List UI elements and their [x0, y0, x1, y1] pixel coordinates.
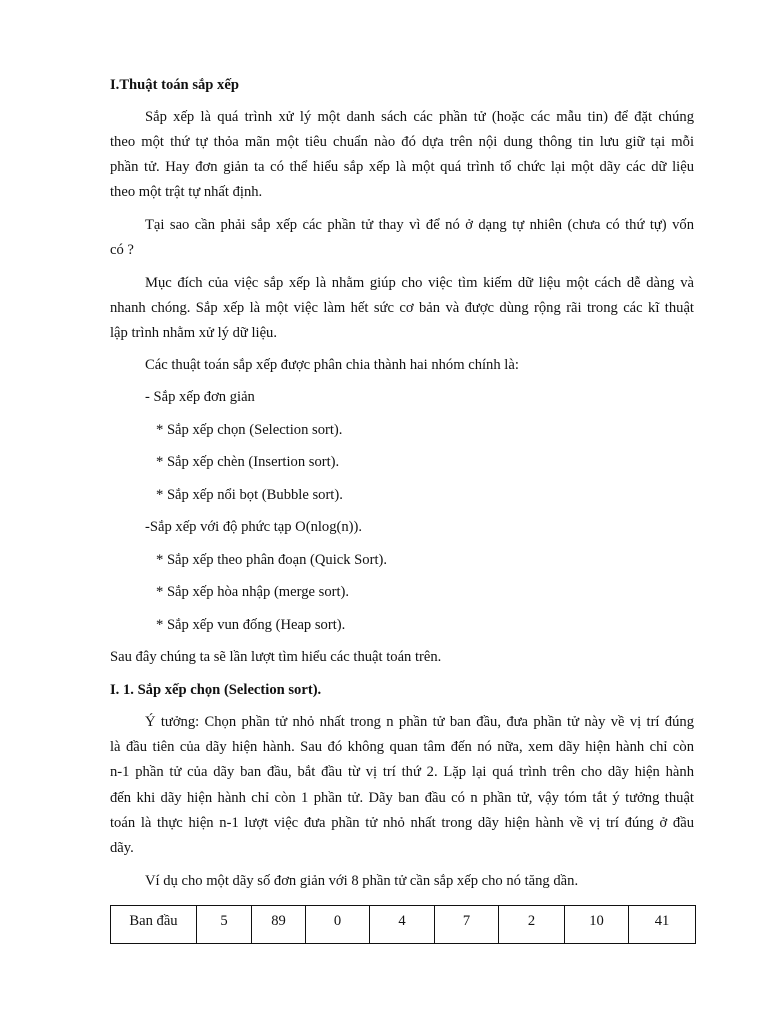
- section-heading: I.Thuật toán sắp xếp: [110, 77, 239, 93]
- paragraph-line: n-1 phần tử của dãy ban đầu, bắt đầu từ vị trí thứ 2. Lặp lại quá trình trên cho dãy hiện hành: [110, 764, 694, 780]
- paragraph-line: theo một trật tự nhất định.: [110, 184, 263, 200]
- paragraph-line: nhanh chóng. Sắp xếp là một việc làm hết sức cơ bản và được dùng rộng rãi trong các kĩ thuật: [110, 300, 694, 316]
- table-cell: 89: [252, 906, 306, 944]
- list-item: * Sắp xếp nổi bọt (Bubble sort).: [156, 487, 343, 503]
- paragraph-line: Các thuật toán sắp xếp được phân chia thành hai nhóm chính là:: [145, 357, 519, 373]
- example-array-table: [110, 905, 696, 944]
- list-group-title: - Sắp xếp đơn giản: [145, 389, 255, 405]
- paragraph-line: có ?: [110, 242, 134, 258]
- list-item: * Sắp xếp hòa nhập (merge sort).: [156, 584, 350, 600]
- paragraph-line: đến khi dãy hiện hành chỉ còn 1 phần tử. Dãy ban đầu có n phần tử, vậy tóm tắt ý tưởng thuật: [110, 790, 694, 806]
- paragraph-line: dãy.: [110, 840, 134, 856]
- table-cell: 0: [306, 906, 370, 944]
- list-item: * Sắp xếp chèn (Insertion sort).: [156, 454, 340, 470]
- table-cell: 7: [435, 906, 499, 944]
- paragraph-line: toán là thực hiện n-1 lượt việc đưa phần tử nhỏ nhất trong dãy hiện hành về vị trí đúng ở đầu: [110, 815, 694, 831]
- list-item: * Sắp xếp chọn (Selection sort).: [156, 422, 343, 438]
- table-cell: 4: [370, 906, 435, 944]
- paragraph-line: Sắp xếp là quá trình xử lý một danh sách các phần tử (hoặc các mẫu tin) để đặt chúng: [145, 109, 694, 125]
- paragraph-line: lập trình nhằm xử lý dữ liệu.: [110, 325, 278, 341]
- table-cell: 2: [499, 906, 565, 944]
- list-group-title: -Sắp xếp với độ phức tạp O(nlog(n)).: [145, 519, 363, 535]
- paragraph-line: phần tử. Hay đơn giản ta có thể hiểu sắp xếp là một quá trình tổ chức lại một dãy các dữ liệu: [110, 159, 694, 175]
- paragraph-line: Ví dụ cho một dãy số đơn giản với 8 phần tử cần sắp xếp cho nó tăng dần.: [145, 873, 579, 889]
- table-cell: 10: [565, 906, 629, 944]
- table-row: [111, 906, 696, 944]
- paragraph-line: theo một thứ tự thỏa mãn một tiêu chuẩn nào đó dựa trên nội dung thông tin lưu giữ tại mỗi: [110, 134, 694, 150]
- subsection-heading: I. 1. Sắp xếp chọn (Selection sort).: [110, 682, 322, 698]
- table-cell: 41: [629, 906, 696, 944]
- list-item: * Sắp xếp theo phân đoạn (Quick Sort).: [156, 552, 388, 568]
- paragraph-line: Sau đây chúng ta sẽ lần lượt tìm hiểu các thuật toán trên.: [110, 649, 442, 665]
- table-cell: Ban đầu: [111, 906, 197, 944]
- list-item: * Sắp xếp vun đống (Heap sort).: [156, 617, 346, 633]
- paragraph-line: Mục đích của việc sắp xếp là nhằm giúp cho việc tìm kiếm dữ liệu một cách dễ dàng và: [145, 275, 694, 291]
- paragraph-line: Tại sao cần phải sắp xếp các phần tử thay vì để nó ở dạng tự nhiên (chưa có thứ tự) vốn: [145, 217, 694, 233]
- paragraph-line: là đầu tiên của dãy hiện hành. Sau đó không quan tâm đến nó nữa, xem dãy hiện hành chỉ còn: [110, 739, 694, 755]
- table-cell: 5: [197, 906, 252, 944]
- paragraph-line: Ý tưởng: Chọn phần tử nhỏ nhất trong n phần tử ban đầu, đưa phần tử này về vị trí đúng: [145, 714, 694, 730]
